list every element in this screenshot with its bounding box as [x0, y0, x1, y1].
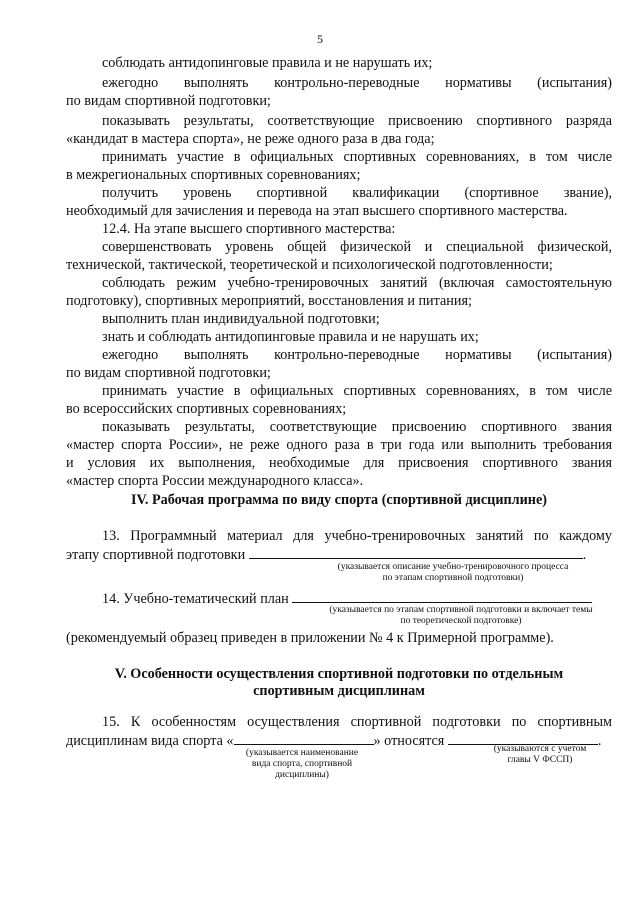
- paragraph-13-line1: 13. Программный материал для учебно-тренировочных занятий по каждому: [102, 528, 612, 544]
- text-line: «кандидат в мастера спорта», не реже одного раза в два года;: [66, 131, 435, 147]
- section-heading: IV. Рабочая программа по виду спорта (спортивной дисциплине): [130, 492, 547, 508]
- text-line: по видам спортивной подготовки;: [66, 365, 271, 381]
- text-line: ежегодно выполнять контрольно-переводные нормативы (испытания): [102, 347, 612, 363]
- text-line: подготовку), спортивных мероприятий, восстановления и питания;: [66, 293, 472, 309]
- page-number: 5: [317, 32, 323, 46]
- text-line: принимать участие в официальных спортивных соревнованиях, в том числе: [102, 383, 612, 399]
- text-line: выполнить план индивидуальной подготовки;: [102, 311, 380, 327]
- paragraph-15-text: дисциплинам вида спорта «: [66, 733, 234, 749]
- text-line: и условия их выполнения, необходимые для присвоения спортивного звания: [66, 455, 612, 471]
- text-line: «мастер спорта России», не реже одного раза в три года или выполнить требования: [66, 437, 612, 453]
- footnote-15-right-line1: (указываются с учетом: [493, 744, 587, 754]
- text-line: по видам спортивной подготовки;: [66, 93, 271, 109]
- text-line: знать и соблюдать антидопинговые правила и не нарушать их;: [102, 329, 479, 345]
- paragraph-14-text: 14. Учебно-тематический план: [102, 591, 289, 607]
- period: .: [582, 547, 587, 563]
- text-line: ежегодно выполнять контрольно-переводные нормативы (испытания): [102, 75, 612, 91]
- text-line: 12.4. На этапе высшего спортивного мастерства:: [102, 221, 396, 237]
- text-line: показывать результаты, соответствующие присвоению спортивного разряда: [102, 113, 612, 129]
- footnote-13-line1: (указывается описание учебно-тренировочного процесса: [337, 562, 569, 572]
- section-heading: V. Особенности осуществления спортивной подготовки по отдельным: [114, 666, 564, 682]
- text-line: показывать результаты, соответствующие присвоению спортивного звания: [102, 419, 612, 435]
- text-line: необходимый для зачисления и перевода на этап высшего спортивного мастерства.: [66, 203, 568, 219]
- blank-field: [249, 546, 583, 559]
- text-line: соблюдать антидопинговые правила и не нарушать их;: [102, 55, 433, 71]
- text-line: в межрегиональных спортивных соревнованиях;: [66, 167, 361, 183]
- footnote-15-left-line2: вида спорта, спортивной: [251, 759, 353, 769]
- footnote-15-left-line3: дисциплины): [275, 770, 329, 780]
- footnote-13-line2: по этапам спортивной подготовки): [382, 573, 524, 583]
- paragraph-15-line1: 15. К особенностям осуществления спортивной подготовки по спортивным: [102, 714, 612, 730]
- text-line: принимать участие в официальных спортивных соревнованиях, в том числе: [102, 149, 612, 165]
- footnote-15-right-line2: главы V ФССП): [507, 755, 573, 765]
- text-line: «мастер спорта России международного класса».: [66, 473, 364, 489]
- paragraph-15-text: » относятся: [373, 733, 445, 749]
- paragraph-14-after: (рекомендуемый образец приведен в приложении № 4 к Примерной программе).: [66, 630, 554, 646]
- paragraph-13-line2: [66, 546, 586, 563]
- footnote-15-left-line1: (указывается наименование: [245, 748, 359, 758]
- text-line: совершенствовать уровень общей физической и специальной физической,: [102, 239, 612, 255]
- blank-field: [234, 732, 374, 745]
- blank-field: [292, 590, 592, 603]
- text-line: технической, тактической, теоретической и психологической подготовленности;: [66, 257, 553, 273]
- text-line: получить уровень спортивной квалификации (спортивное звание),: [102, 185, 612, 201]
- paragraph-13-text: этапу спортивной подготовки: [66, 547, 246, 563]
- footnote-14-line2: по теоретической подготовке): [400, 616, 522, 626]
- footnote-14-line1: (указывается по этапам спортивной подготовки и включает темы: [329, 605, 593, 615]
- text-line: соблюдать режим учебно-тренировочных занятий (включая самостоятельную: [102, 275, 612, 291]
- text-line: во всероссийских спортивных соревнованиях;: [66, 401, 347, 417]
- section-heading: спортивным дисциплинам: [253, 683, 425, 699]
- period: .: [597, 733, 602, 749]
